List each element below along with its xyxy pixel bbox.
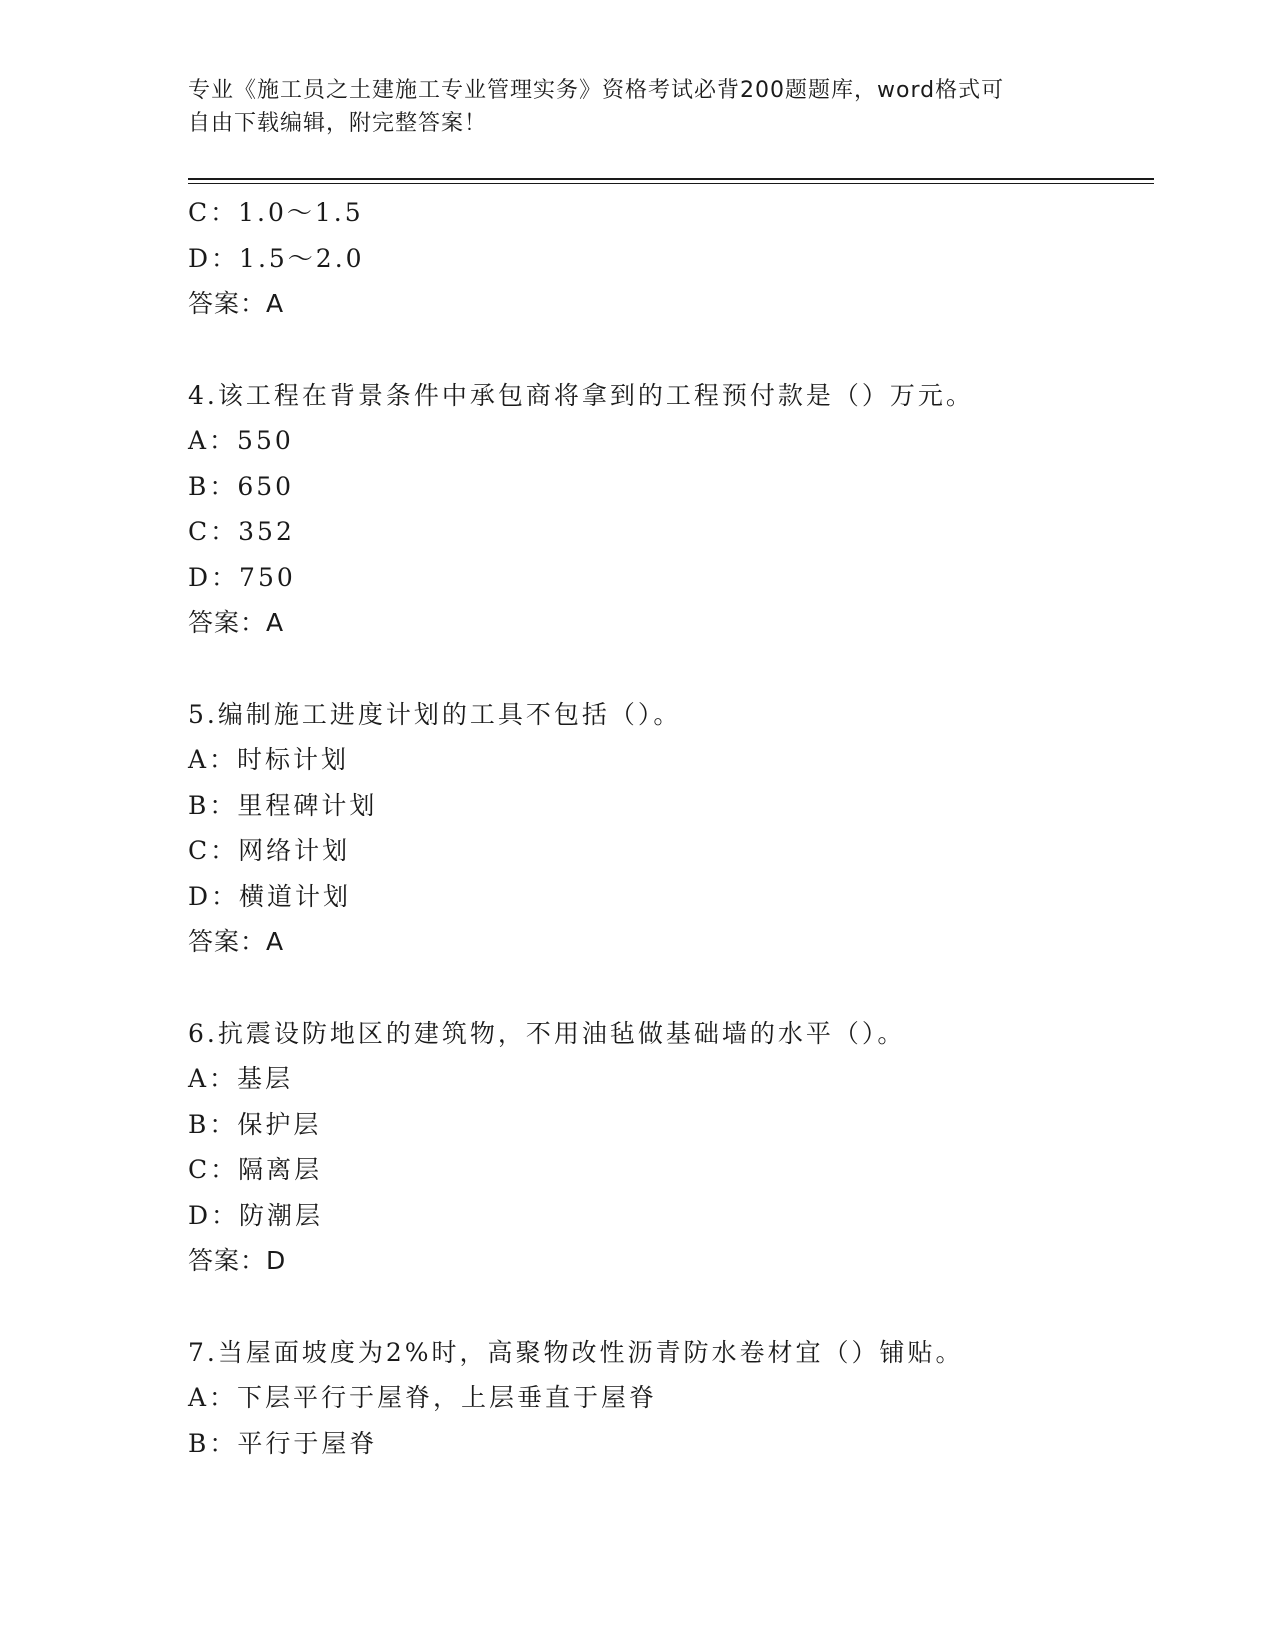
answer-line: 答案：A <box>188 289 285 318</box>
option-a: A：基层 <box>188 1064 294 1093</box>
option-c: C：网络计划 <box>188 836 351 865</box>
option-b: B：650 <box>188 471 295 501</box>
option-c: C：隔离层 <box>188 1155 323 1184</box>
question-4 <box>188 373 1154 646</box>
option-c: C：1.0～1.5 <box>188 198 364 227</box>
question-7 <box>188 1330 1154 1467</box>
header-divider-thin <box>188 183 1154 184</box>
answer-line: 答案：A <box>188 608 285 637</box>
header-line-1: 专业《施工员之土建施工专业管理实务》资格考试必背200题题库，word格式可 <box>188 78 1005 103</box>
question-gap <box>188 965 1154 1011</box>
document-header <box>188 74 1088 140</box>
question-stem: 6.抗震设防地区的建筑物，不用油毡做基础墙的水平（）。 <box>188 1018 906 1048</box>
question-5 <box>188 692 1154 965</box>
option-d: D：防潮层 <box>188 1200 324 1230</box>
option-d: D：1.5～2.0 <box>188 243 365 273</box>
option-d: D：横道计划 <box>188 881 352 911</box>
option-b: B：里程碑计划 <box>188 790 378 820</box>
question-6 <box>188 1011 1154 1284</box>
question-stem: 5.编制施工进度计划的工具不包括（）。 <box>188 699 682 729</box>
question-stem: 7.当屋面坡度为2%时，高聚物改性沥青防水卷材宜（）铺贴。 <box>188 1337 964 1367</box>
question-gap <box>188 646 1154 692</box>
option-b: B：平行于屋脊 <box>188 1428 378 1458</box>
question-list <box>188 190 1154 1466</box>
option-d: D：750 <box>188 562 296 592</box>
header-divider <box>188 178 1154 180</box>
question-gap <box>188 327 1154 373</box>
answer-line: 答案：A <box>188 927 285 956</box>
header-line-2: 自由下载编辑，附完整答案！ <box>188 111 488 136</box>
option-a: A：下层平行于屋脊，上层垂直于屋脊 <box>188 1383 658 1412</box>
option-a: A：时标计划 <box>188 745 350 774</box>
question-stem: 4.该工程在背景条件中承包商将拿到的工程预付款是（）万元。 <box>188 380 974 410</box>
option-a: A：550 <box>188 426 294 455</box>
option-c: C：352 <box>188 517 295 546</box>
answer-line: 答案：D <box>188 1246 287 1275</box>
question-gap <box>188 1284 1154 1330</box>
option-b: B：保护层 <box>188 1109 322 1139</box>
